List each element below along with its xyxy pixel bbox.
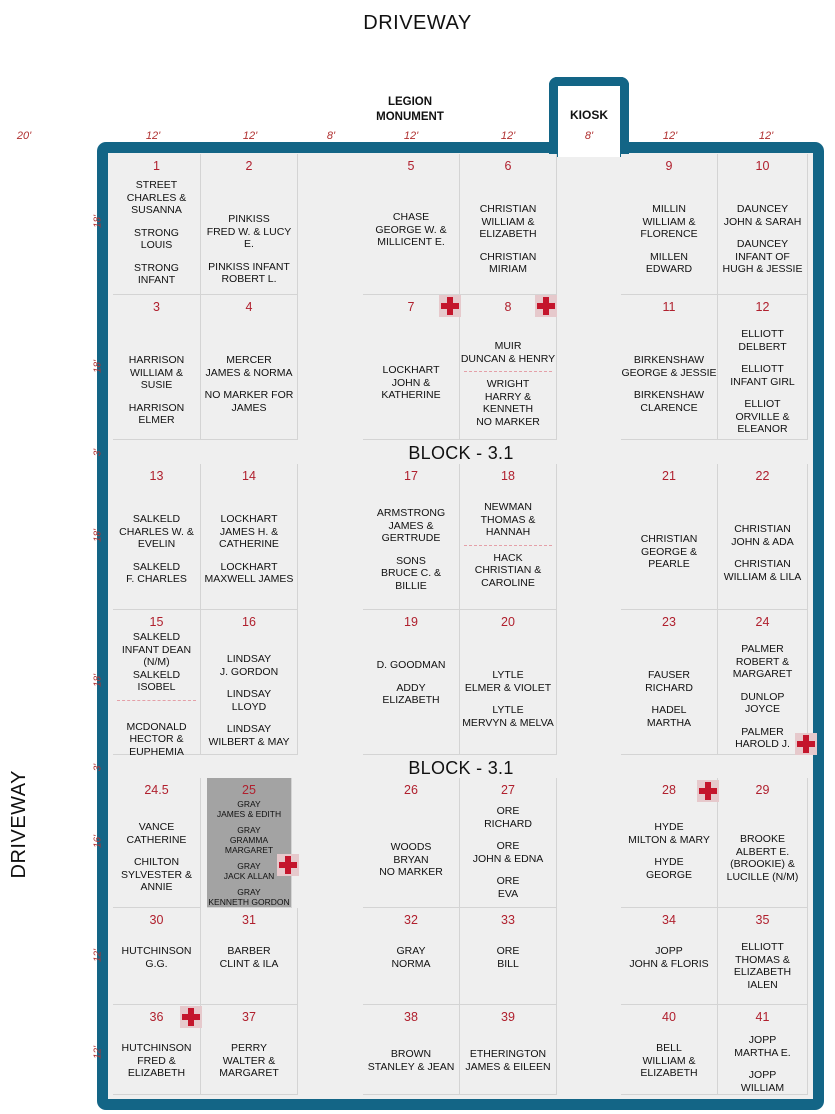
plot-33[interactable] — [460, 908, 557, 1005]
legion-line-2: MONUMENT — [376, 111, 444, 123]
occupant-group: ORE EVA — [496, 875, 520, 900]
cross-marker-icon — [535, 295, 557, 317]
plot-5[interactable] — [363, 154, 460, 295]
plot-divider — [117, 700, 196, 701]
occupant-group: CHILTON SYLVESTER & ANNIE — [121, 856, 192, 893]
plot-number: 2 — [245, 159, 253, 173]
occupant-group: CHRISTIAN MIRIAM — [479, 250, 537, 275]
occupant-group: DUNLOP JOYCE — [740, 690, 785, 715]
plot-number: 1 — [153, 159, 160, 173]
plot-occupants — [718, 328, 807, 436]
plot-occupants — [201, 945, 297, 970]
occupant-group: STRONG INFANT — [134, 261, 179, 286]
plot-19[interactable] — [363, 610, 460, 755]
plot-number: 25 — [242, 783, 256, 797]
plot-occupants — [201, 354, 297, 414]
plot-35[interactable] — [718, 908, 808, 1005]
plot-occupants — [621, 821, 717, 881]
plot-number: 4 — [245, 300, 253, 314]
cross-marker-icon — [180, 1006, 202, 1028]
cross-marker-icon — [277, 854, 299, 876]
plot-number: 39 — [501, 1010, 515, 1024]
occupant-group: DAUNCEY JOHN & SARAH — [723, 203, 802, 228]
height-label: 12' — [92, 1045, 104, 1060]
width-label: 12' — [403, 130, 419, 142]
plot-40[interactable] — [621, 1005, 718, 1095]
plot-number: 27 — [501, 783, 515, 797]
plot-21[interactable] — [621, 464, 718, 610]
occupant-group: HARRISON ELMER — [128, 401, 185, 426]
plot-number: 13 — [149, 469, 164, 483]
occupant-group: SALKELD INFANT DEAN (N/M) — [121, 631, 192, 668]
plot-occupants — [460, 669, 556, 729]
plot-occupants — [460, 945, 556, 970]
occupant-group: WRIGHT HARRY & KENNETH NO MARKER — [476, 378, 540, 428]
plot-occupants — [363, 659, 459, 707]
occupant-group: PERRY WALTER & MARGARET — [219, 1042, 279, 1079]
width-label: 12' — [758, 130, 774, 142]
plot-number: 24.5 — [144, 783, 169, 797]
plot-18[interactable] — [460, 464, 557, 610]
plot-occupants — [113, 821, 200, 894]
plot-occupants — [621, 669, 717, 729]
occupant-group: SALKELD CHARLES W. & EVELIN — [119, 513, 194, 550]
plot-number: 20 — [501, 615, 515, 629]
plot-occupants — [718, 833, 807, 883]
plot-number: 28 — [662, 783, 676, 797]
occupant-group: MUIR DUNCAN & HENRY — [460, 340, 556, 365]
occupant-group: SONS BRUCE C. & BILLIE — [380, 554, 442, 592]
occupant-group: HUTCHINSON G.G. — [121, 945, 192, 970]
plot-37[interactable] — [201, 1005, 298, 1095]
plot-25[interactable] — [207, 778, 292, 908]
plot-14[interactable] — [201, 464, 298, 610]
occupant-group: NEWMAN THOMAS & HANNAH — [480, 501, 536, 538]
plot-41[interactable] — [718, 1005, 808, 1095]
occupant-group: FAUSER RICHARD — [645, 669, 693, 694]
occupant-group: CHRISTIAN WILLIAM & ELIZABETH — [479, 203, 537, 240]
occupant-group: LINDSAY LLOYD — [226, 688, 272, 713]
occupant-group: ETHERINGTON JAMES & EILEEN — [465, 1048, 551, 1073]
plot-number: 36 — [149, 1010, 164, 1024]
plot-occupants — [363, 945, 459, 970]
occupant-group: MCDONALD HECTOR & EUPHEMIA — [126, 720, 187, 758]
plot-occupants — [460, 340, 556, 428]
kiosk-label: KIOSK — [569, 108, 608, 122]
height-label: 3' — [92, 448, 104, 457]
plot-number: 7 — [407, 300, 415, 314]
legion-line-1: LEGION — [387, 96, 433, 108]
plot-occupants — [460, 1048, 556, 1073]
plot-number: 24 — [755, 615, 770, 629]
plot-occupants — [113, 179, 200, 287]
occupant-group: ORE JOHN & EDNA — [472, 840, 544, 865]
occupant-group: BELL WILLIAM & ELIZABETH — [640, 1042, 698, 1079]
plot-number: 31 — [242, 913, 256, 927]
plot-10[interactable] — [718, 154, 808, 295]
plot-23[interactable] — [621, 610, 718, 755]
occupant-group: BROWN STANLEY & JEAN — [367, 1048, 455, 1073]
plot-1[interactable] — [113, 154, 201, 295]
occupant-group: PALMER HAROLD J. — [735, 725, 790, 750]
plot-number: 38 — [404, 1010, 418, 1024]
plot-occupants — [718, 1034, 807, 1094]
cross-marker-icon — [697, 780, 719, 802]
occupant-group: ORE RICHARD — [484, 805, 532, 830]
occupant-group: GRAY NORMA — [391, 945, 431, 970]
height-label: 12' — [92, 948, 104, 963]
plot-number: 11 — [662, 300, 676, 314]
occupant-group: ELLIOTT DELBERT — [738, 328, 787, 353]
width-label: 12' — [145, 130, 161, 142]
occupant-group: ELLIOTT INFANT GIRL — [730, 363, 795, 388]
occupant-group: PINKISS FRED W. & LUCY E. — [206, 213, 292, 250]
height-label: 3' — [92, 763, 104, 772]
plot-11[interactable] — [621, 295, 718, 440]
occupant-group: MERCER JAMES & NORMA — [205, 354, 293, 379]
occupant-group: LYTLE ELMER & VIOLET — [464, 669, 552, 694]
occupant-group: MILLIN WILLIAM & FLORENCE — [640, 203, 698, 240]
occupant-group: LINDSAY J. GORDON — [219, 653, 279, 678]
height-label: 18' — [92, 214, 104, 229]
plot-30[interactable] — [113, 908, 201, 1005]
width-label: 12' — [242, 130, 258, 142]
occupant-group: BIRKENSHAW CLARENCE — [633, 389, 705, 414]
occupant-group: GRAY GRAMMA MARGARET — [224, 825, 274, 855]
plot-occupants — [460, 805, 556, 900]
occupant-group: GRAY JAMES & EDITH — [216, 799, 282, 819]
occupant-group: DAUNCEY INFANT OF HUGH & JESSIE — [722, 238, 803, 275]
plot-17[interactable] — [363, 464, 460, 610]
occupant-group: LOCKHART JOHN & KATHERINE — [381, 364, 441, 401]
occupant-group: LOCKHART MAXWELL JAMES — [204, 560, 294, 585]
occupant-group: NO MARKER FOR JAMES — [204, 389, 294, 414]
plot-number: 3 — [153, 300, 160, 314]
occupant-group: LYTLE MERVYN & MELVA — [462, 704, 554, 729]
plot-occupants — [113, 945, 200, 970]
occupant-group: JOPP JOHN & FLORIS — [629, 945, 709, 970]
occupant-group: SALKELD F. CHARLES — [126, 560, 187, 585]
plot-divider — [464, 545, 552, 546]
plot-occupants — [363, 841, 459, 879]
plot-number: 8 — [504, 300, 512, 314]
plot-15[interactable] — [113, 610, 201, 758]
cross-marker-icon — [439, 295, 461, 317]
plot-occupants — [718, 643, 807, 751]
block-label-upper: BLOCK - 3.1 — [408, 443, 514, 463]
plot-12[interactable] — [718, 295, 808, 440]
occupant-group: CHASE GEORGE W. & MILLICENT E. — [375, 211, 447, 248]
width-label: 8' — [326, 130, 336, 142]
occupant-group: ADDY ELIZABETH — [382, 681, 440, 706]
legion-monument-label — [355, 95, 465, 125]
plot-occupants — [201, 213, 297, 286]
plot-20[interactable] — [460, 610, 557, 755]
plot-number: 9 — [665, 159, 673, 173]
plot-occupants — [113, 354, 200, 427]
occupant-group: ORE BILL — [496, 945, 520, 970]
plot-occupants — [621, 203, 717, 276]
occupant-group: JOPP MARTHA E. — [734, 1034, 791, 1059]
occupant-group: HARRISON WILLIAM & SUSIE — [128, 354, 185, 391]
plot-occupants — [718, 941, 807, 991]
width-label: 20' — [16, 130, 32, 142]
plot-occupants — [718, 523, 807, 583]
plot-13[interactable] — [113, 464, 201, 610]
plot-number: 34 — [662, 913, 676, 927]
occupant-group: HACK CHRISTIAN & CAROLINE — [474, 551, 542, 589]
plot-occupants — [113, 631, 200, 758]
cross-marker-icon — [795, 733, 817, 755]
side-driveway-label: DRIVEWAY — [8, 770, 30, 879]
occupant-group: GRAY KENNETH GORDON — [208, 887, 290, 907]
plot-number: 40 — [662, 1010, 676, 1024]
width-label: 8' — [584, 130, 594, 142]
plot-number: 41 — [755, 1010, 770, 1024]
plot-number: 33 — [501, 913, 515, 927]
occupant-group: STRONG LOUIS — [134, 226, 179, 251]
plot-occupants — [363, 507, 459, 592]
occupant-group: HYDE MILTON & MARY — [628, 821, 710, 846]
plot-number: 32 — [404, 913, 418, 927]
height-label: 18' — [92, 359, 104, 374]
occupant-group: CHRISTIAN WILLIAM & LILA — [723, 558, 802, 583]
occupant-group: BROOKE ALBERT E. (BROOKIE) & LUCILLE (N/M) — [726, 833, 799, 883]
plot-occupants — [363, 1048, 459, 1073]
occupant-group: LINDSAY WILBERT & MAY — [208, 723, 290, 748]
plot-occupants — [621, 1042, 717, 1080]
plot-number: 22 — [755, 469, 770, 483]
plot-number: 35 — [755, 913, 770, 927]
height-label: 18' — [92, 673, 104, 688]
plot-occupants — [621, 533, 717, 571]
plot-occupants — [718, 203, 807, 276]
occupant-group: SALKELD ISOBEL — [132, 668, 181, 693]
plot-number: 21 — [662, 469, 676, 483]
occupant-group: CHRISTIAN GEORGE & PEARLE — [640, 533, 698, 570]
plot-number: 16 — [242, 615, 256, 629]
occupant-group: BARBER CLINT & ILA — [219, 945, 279, 970]
plot-number: 15 — [149, 615, 164, 629]
plot-38[interactable] — [363, 1005, 460, 1095]
plot-34[interactable] — [621, 908, 718, 1005]
plot-number: 10 — [755, 159, 770, 173]
plot-occupants — [363, 211, 459, 249]
plot-number: 30 — [149, 913, 164, 927]
plot-9[interactable] — [621, 154, 718, 295]
block-label-lower: BLOCK - 3.1 — [408, 758, 514, 778]
plot-26[interactable] — [363, 778, 460, 908]
plot-number: 14 — [242, 469, 256, 483]
occupant-group: BIRKENSHAW GEORGE & JESSIE — [621, 354, 717, 379]
plot-number: 17 — [404, 469, 418, 483]
width-label: 12' — [662, 130, 678, 142]
plot-31[interactable] — [201, 908, 298, 1005]
height-label: 16' — [92, 834, 104, 849]
plot-occupants — [460, 203, 556, 276]
plot-29[interactable] — [718, 778, 808, 908]
kiosk-opening — [558, 142, 620, 154]
occupant-group: GRAY JACK ALLAN — [223, 861, 275, 881]
occupant-group: HUTCHINSON FRED & ELIZABETH — [121, 1042, 192, 1079]
plot-occupants — [363, 364, 459, 402]
occupant-group: LOCKHART JAMES H. & CATHERINE — [219, 513, 279, 550]
occupant-group: ELLIOTT THOMAS & ELIZABETH IALEN — [733, 941, 792, 991]
occupant-group: D. GOODMAN — [376, 659, 446, 671]
plot-24-5[interactable] — [113, 778, 201, 908]
occupant-group: VANCE CATHERINE — [126, 821, 187, 846]
occupant-group: PALMER ROBERT & MARGARET — [732, 643, 793, 680]
plot-number: 29 — [755, 783, 770, 797]
plot-number: 19 — [404, 615, 418, 629]
occupant-group: ARMSTRONG JAMES & GERTRUDE — [376, 507, 446, 544]
occupant-group: ELLIOT ORVILLE & ELEANOR — [735, 398, 790, 435]
plot-22[interactable] — [718, 464, 808, 610]
occupant-group: HADEL MARTHA — [646, 704, 692, 729]
width-label: 12' — [500, 130, 516, 142]
plot-39[interactable] — [460, 1005, 557, 1095]
top-driveway-label: DRIVEWAY — [363, 12, 472, 34]
occupant-group: WOODS BRYAN NO MARKER — [379, 841, 443, 878]
plot-3[interactable] — [113, 295, 201, 440]
occupant-group: PINKISS INFANT ROBERT L. — [208, 260, 290, 285]
occupant-group: JOPP WILLIAM — [740, 1069, 785, 1094]
plot-number: 5 — [407, 159, 415, 173]
plot-occupants — [113, 513, 200, 586]
plot-occupants — [201, 653, 297, 748]
plot-occupants — [113, 1042, 200, 1080]
plot-number: 12 — [755, 300, 770, 314]
occupant-group: STREET CHARLES & SUSANNA — [126, 179, 187, 216]
plot-occupants — [460, 501, 556, 589]
plot-4[interactable] — [201, 295, 298, 440]
plot-2[interactable] — [201, 154, 298, 295]
plot-32[interactable] — [363, 908, 460, 1005]
plot-number: 18 — [501, 469, 515, 483]
plot-divider — [464, 371, 552, 372]
plot-27[interactable] — [460, 778, 557, 908]
occupant-group: CHRISTIAN JOHN & ADA — [731, 523, 794, 548]
plot-occupants — [621, 945, 717, 970]
occupant-group: HYDE GEORGE — [645, 856, 693, 881]
plot-occupants — [207, 799, 291, 907]
plot-6[interactable] — [460, 154, 557, 295]
plot-number: 26 — [404, 783, 418, 797]
plot-number: 23 — [662, 615, 676, 629]
plot-occupants — [201, 513, 297, 586]
plot-number: 37 — [242, 1010, 256, 1024]
plot-16[interactable] — [201, 610, 298, 755]
plot-occupants — [201, 1042, 297, 1080]
occupant-group: MILLEN EDWARD — [645, 250, 693, 275]
plot-occupants — [621, 354, 717, 414]
plot-number: 6 — [504, 159, 512, 173]
height-label: 18' — [92, 528, 104, 543]
